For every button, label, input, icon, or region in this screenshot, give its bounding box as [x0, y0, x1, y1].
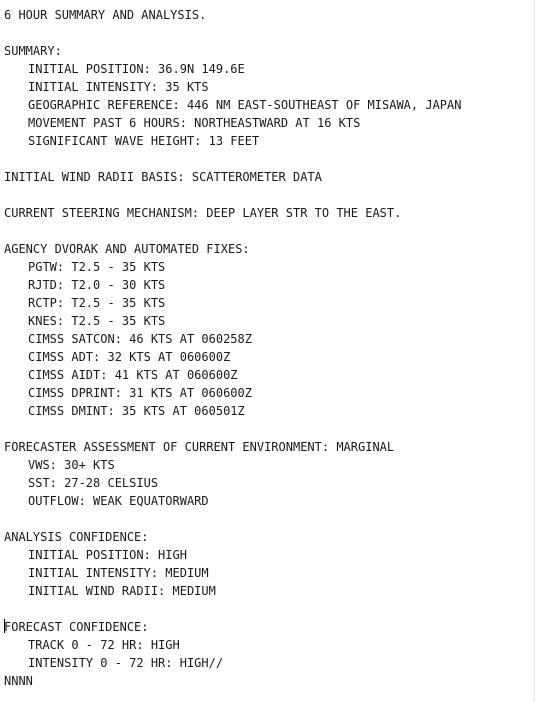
fix-line: PGTW: T2.5 - 35 KTS [28, 260, 166, 274]
summary-heading: SUMMARY: [4, 44, 62, 58]
fix-line: RJTD: T2.0 - 30 KTS [28, 278, 166, 292]
fix-line: CIMSS AIDT: 41 KTS AT 060600Z [28, 368, 238, 382]
bulletin-text[interactable] [4, 6, 532, 690]
forecast-confidence-line: TRACK 0 - 72 HR: HIGH [28, 638, 180, 652]
environment-heading: FORECASTER ASSESSMENT OF CURRENT ENVIRONMENT: MARGINAL [4, 440, 395, 454]
fix-line: CIMSS DMINT: 35 KTS AT 060501Z [28, 404, 245, 418]
fix-line: RCTP: T2.5 - 35 KTS [28, 296, 166, 310]
environment-line: VWS: 30+ KTS [28, 458, 115, 472]
blank-line [4, 420, 532, 438]
fixes-heading: AGENCY DVORAK AND AUTOMATED FIXES: [4, 242, 250, 256]
environment-line: OUTFLOW: WEAK EQUATORWARD [28, 494, 209, 508]
blank-line [4, 600, 532, 618]
fix-line: CIMSS ADT: 32 KTS AT 060600Z [28, 350, 231, 364]
header-line: 6 HOUR SUMMARY AND ANALYSIS. [4, 8, 207, 22]
blank-line [4, 510, 532, 528]
analysis-confidence-heading: ANALYSIS CONFIDENCE: [4, 530, 149, 544]
fix-line: CIMSS SATCON: 46 KTS AT 060258Z [28, 332, 252, 346]
footer-line: NNNN [4, 674, 33, 688]
fix-line: CIMSS DPRINT: 31 KTS AT 060600Z [28, 386, 252, 400]
initial-position-line: INITIAL POSITION: 36.9N 149.6E [28, 62, 245, 76]
analysis-confidence-line: INITIAL INTENSITY: MEDIUM [28, 566, 209, 580]
analysis-confidence-line: INITIAL POSITION: HIGH [28, 548, 187, 562]
forecast-confidence-heading: FORECAST CONFIDENCE: [4, 620, 149, 634]
geographic-reference-line: GEOGRAPHIC REFERENCE: 446 NM EAST-SOUTHEAST OF MISAWA, JAPAN [28, 98, 462, 112]
wind-radii-basis-line: INITIAL WIND RADII BASIS: SCATTEROMETER DATA [4, 170, 322, 184]
analysis-confidence-line: INITIAL WIND RADII: MEDIUM [28, 584, 216, 598]
blank-line [4, 24, 532, 42]
forecast-confidence-heading-line [4, 618, 532, 636]
initial-intensity-line: INITIAL INTENSITY: 35 KTS [28, 80, 209, 94]
forecast-confidence-line: INTENSITY 0 - 72 HR: HIGH// [28, 656, 224, 670]
fix-line: KNES: T2.5 - 35 KTS [28, 314, 166, 328]
blank-line [4, 186, 532, 204]
environment-line: SST: 27-28 CELSIUS [28, 476, 159, 490]
movement-line: MOVEMENT PAST 6 HOURS: NORTHEASTWARD AT 16 KTS [28, 116, 361, 130]
steering-line: CURRENT STEERING MECHANISM: DEEP LAYER STR TO THE EAST. [4, 206, 402, 220]
blank-line [4, 150, 532, 168]
blank-line [4, 222, 532, 240]
wave-height-line: SIGNIFICANT WAVE HEIGHT: 13 FEET [28, 134, 260, 148]
